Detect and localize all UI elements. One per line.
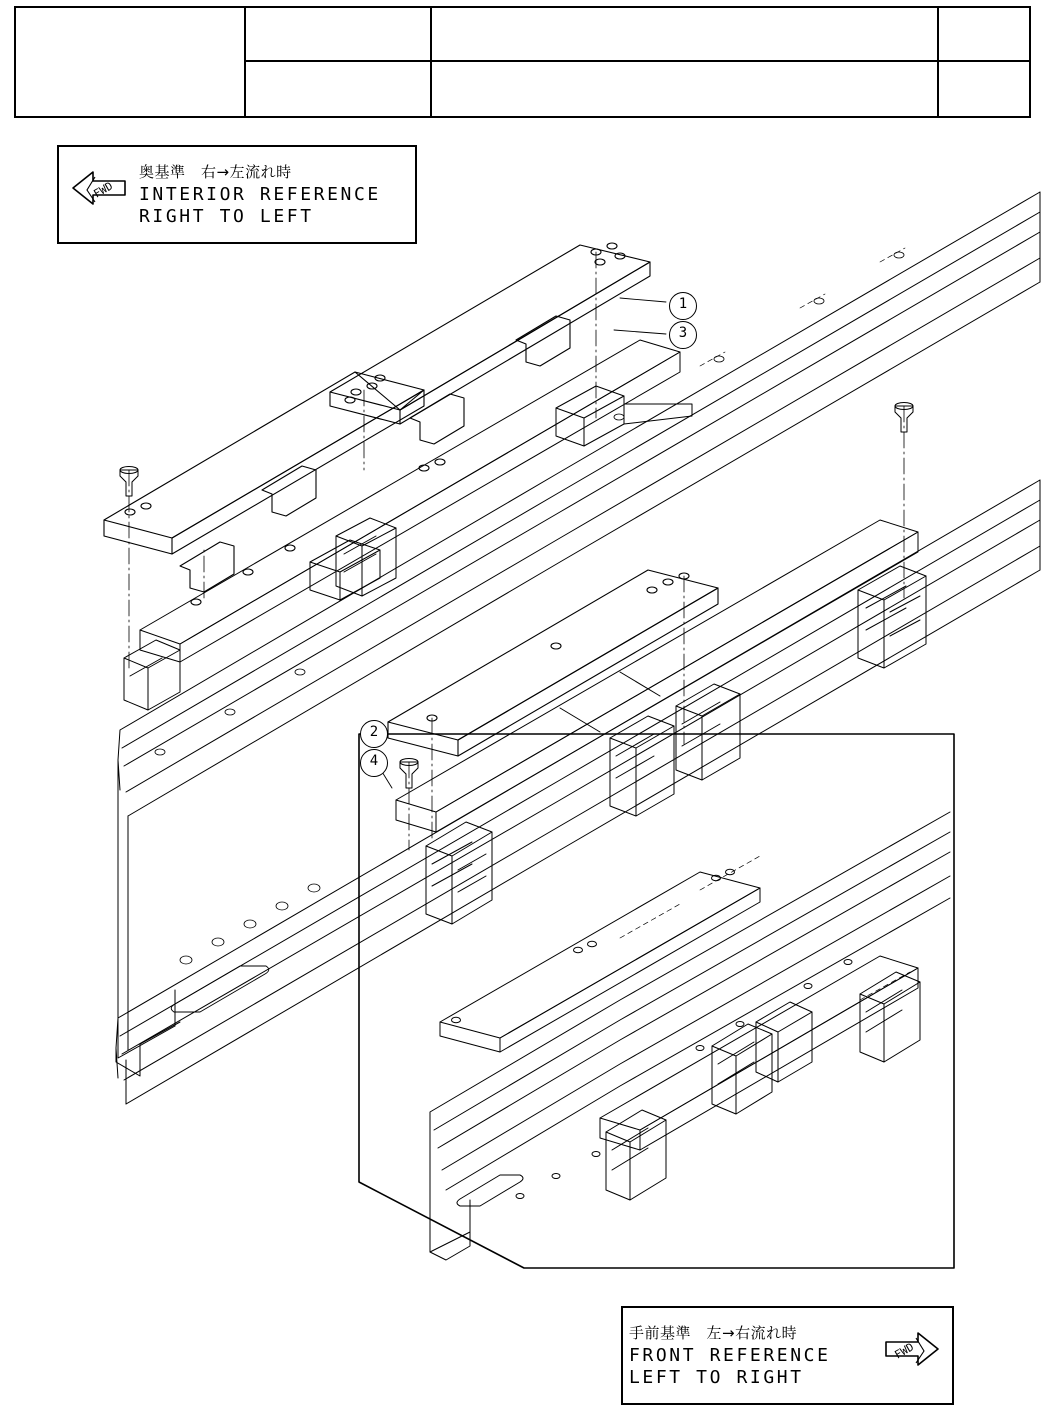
legend-interior-en-line1: INTERIOR REFERENCE (139, 183, 381, 205)
fwd-arrow-left-icon (65, 168, 131, 222)
middle-base-rail (116, 480, 1040, 1104)
fwd-arrow-right-icon (880, 1329, 946, 1383)
balloon-item-3[interactable]: 3 (669, 321, 697, 349)
legend-interior-reference (57, 145, 417, 244)
screw-left-upper (120, 467, 138, 497)
title-block-column-4 (939, 8, 1029, 116)
carriage-block-middle-a (610, 716, 674, 816)
lower-left-rail-end (116, 1022, 180, 1104)
balloon-leader-lines (376, 298, 666, 788)
title-block-cell-2-1 (246, 8, 430, 62)
detail-view-content (430, 812, 950, 1260)
upper-rail-slot (171, 966, 269, 1012)
title-block-cell-2-2 (246, 62, 430, 116)
title-block-cell-3-2 (432, 62, 937, 116)
legend-front-jp: 手前基準 左→右流れ時 (629, 1323, 798, 1342)
legend-front-en-line2: LEFT TO RIGHT (629, 1367, 804, 1388)
fwd-arrow-top-label: FWD (91, 178, 116, 201)
carriage-block-upper-left (124, 640, 180, 710)
legend-interior-en-line2: RIGHT TO LEFT (139, 206, 314, 227)
screw-right-upper (895, 403, 913, 433)
carriage-block-upper-right (858, 566, 926, 668)
carriage-block-upper-mid (336, 518, 396, 596)
title-block-cell-4-2 (939, 62, 1029, 116)
title-block-column-3 (432, 8, 939, 116)
detail-centerlines (620, 856, 910, 1000)
bracket-upper-mid (310, 540, 380, 600)
legend-interior-text (139, 161, 409, 229)
upper-sub-beam (140, 340, 680, 662)
title-block-column-2 (246, 8, 432, 116)
bracket-upper-right (556, 386, 692, 446)
balloon-item-1[interactable]: 1 (669, 292, 697, 320)
screw-middle (400, 759, 418, 789)
legend-front-text (629, 1322, 872, 1390)
middle-plate-item-2 (388, 570, 718, 756)
upper-rail-holes (155, 252, 904, 964)
assembly-centerlines-upper (129, 252, 904, 672)
upper-base-rail (118, 192, 1040, 1058)
middle-sub-beam (396, 520, 918, 832)
title-block (14, 6, 1031, 118)
title-block-column-1 (16, 8, 246, 116)
fwd-arrow-bottom-label: FWD (892, 1339, 917, 1362)
title-block-cell-3-1 (432, 8, 937, 62)
title-block-cell-4-1 (939, 8, 1029, 62)
legend-front-en-line1: FRONT REFERENCE (629, 1344, 831, 1366)
balloon-item-4[interactable]: 4 (360, 749, 388, 777)
upper-rail-hole-centerlines (700, 248, 905, 366)
assembly-centerlines-middle (409, 576, 684, 850)
legend-front-reference (621, 1306, 954, 1405)
carriage-block-middle-b (676, 684, 740, 780)
balloon-item-2[interactable]: 2 (360, 720, 388, 748)
top-plate-item-1 (104, 243, 650, 605)
legend-interior-jp: 奥基準 右→左流れ時 (139, 162, 292, 181)
detail-view-frame (359, 734, 954, 1268)
carriage-block-middle-left (426, 822, 492, 924)
